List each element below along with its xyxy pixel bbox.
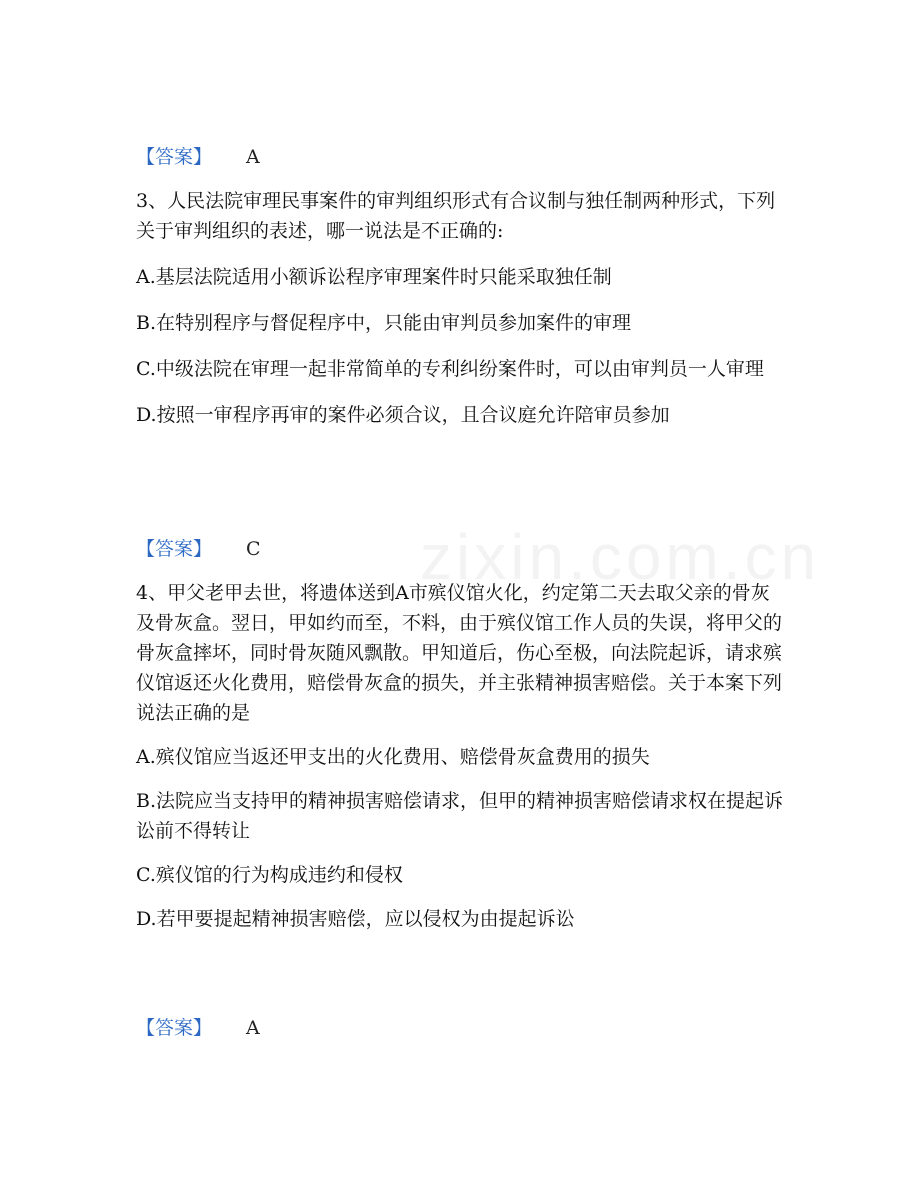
answer-label: 【答案】 xyxy=(136,538,213,560)
option-d: D.按照一审程序再审的案件必须合议，且合议庭允许陪审员参加 xyxy=(136,404,670,426)
answer-value: C xyxy=(246,538,261,560)
answer-value: A xyxy=(246,1017,260,1039)
answer-line-2 xyxy=(136,535,261,563)
watermark: zixin.com.cn xyxy=(420,521,821,593)
answer-label: 【答案】 xyxy=(136,146,213,168)
question-stem: 3、人民法院审理民事案件的审判组织形式有合议制与独任制两种形式，下列关于审判组织的表述，哪一说法是不正确的: xyxy=(136,190,776,242)
option-c: C.殡仪馆的行为构成违约和侵权 xyxy=(136,864,403,886)
option-d: D.若甲要提起精神损害赔偿，应以侵权为由提起诉讼 xyxy=(136,908,575,930)
option-a: A.基层法院适用小额诉讼程序审理案件时只能采取独任制 xyxy=(136,266,612,288)
question-3 xyxy=(136,186,786,430)
answer-line-3 xyxy=(136,1014,260,1042)
option-b: B.在特别程序与督促程序中，只能由审判员参加案件的审理 xyxy=(136,312,632,334)
option-a: A.殡仪馆应当返还甲支出的火化费用、赔偿骨灰盒费用的损失 xyxy=(136,746,650,768)
question-stem: 4、甲父老甲去世，将遗体送到A市殡仪馆火化，约定第二天去取父亲的骨灰及骨灰盒。翌日，甲如约而至，不料，由于殡仪馆工作人员的失误，将甲父的骨灰盒摔坏，同时骨灰随风飘散。甲知道后，伤心至极，向法院起诉，请求殡仪馆返还火化费用，赔偿骨灰盒的损失，并主张精神损害赔偿。关于本案下列说法正确的是 xyxy=(136,582,783,724)
option-b: B.法院应当支持甲的精神损害赔偿请求，但甲的精神损害赔偿请求权在提起诉讼前不得转让 xyxy=(136,790,784,842)
answer-line-1 xyxy=(136,143,260,171)
answer-label: 【答案】 xyxy=(136,1017,213,1039)
question-4 xyxy=(136,578,786,934)
answer-value: A xyxy=(246,146,260,168)
option-c: C.中级法院在审理一起非常简单的专利纠纷案件时，可以由审判员一人审理 xyxy=(136,358,764,380)
